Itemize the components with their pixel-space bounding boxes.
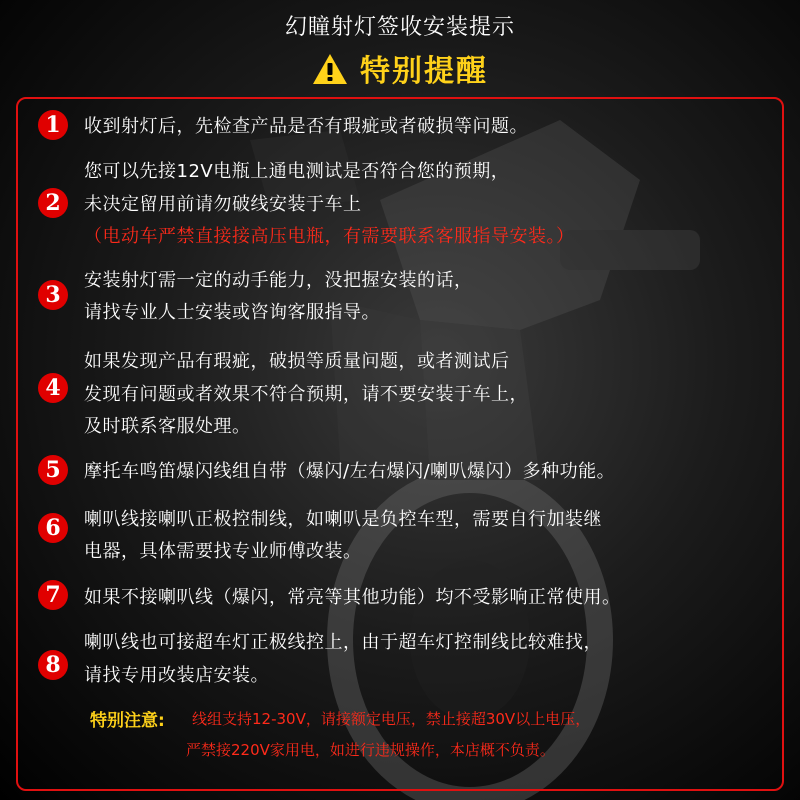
item-number-badge: 1 [38, 110, 68, 140]
item-number-badge: 8 [38, 650, 68, 680]
item-line: 摩托车鸣笛爆闪线组自带（爆闪/左右爆闪/喇叭爆闪）多种功能。 [84, 461, 616, 482]
special-note-line-2: 严禁接220V家用电，如进行违规操作，本店概不负责。 [186, 741, 555, 759]
item-line: 如果不接喇叭线（爆闪，常亮等其他功能）均不受影响正常使用。 [84, 587, 621, 608]
item-number-badge: 7 [38, 580, 68, 610]
page-title: 幻瞳射灯签收安装提示 [284, 15, 515, 40]
item-line: 喇叭线也可接超车灯正极线控上，由于超车灯控制线比较难找， [84, 632, 602, 653]
item-number-badge: 3 [38, 280, 68, 310]
item-line: 未决定留用前请勿破线安装于车上 [84, 194, 362, 215]
item-line: 您可以先接12V电瓶上通电测试是否符合您的预期， [84, 161, 510, 182]
special-note-label: 特别注意: [90, 711, 165, 731]
item-line: 喇叭线接喇叭正极控制线，如喇叭是负控车型，需要自行加装继 [84, 509, 602, 530]
warning-triangle-icon [312, 53, 348, 85]
item-line: 收到射灯后，先检查产品是否有瑕疵或者破损等问题。 [84, 116, 528, 137]
item-line: 电器，具体需要找专业师傅改装。 [84, 541, 362, 562]
item-line: 请找专业人士安装或咨询客服指导。 [84, 302, 380, 323]
item-line: 如果发现产品有瑕疵，破损等质量问题，或者测试后 [84, 351, 510, 372]
item-number-badge: 2 [38, 188, 68, 218]
item-warning-line: （电动车严禁直接接高压电瓶，有需要联系客服指导安装。） [84, 226, 575, 247]
item-number-badge: 4 [38, 373, 68, 403]
item-number-badge: 5 [38, 455, 68, 485]
item-line: 发现有问题或者效果不符合预期，请不要安装于车上， [84, 384, 528, 405]
special-note-line-1: 线组支持12-30V，请接额定电压，禁止接超30V以上电压， [192, 710, 591, 728]
item-line: 请找专用改装店安装。 [84, 665, 269, 686]
item-line: 安装射灯需一定的动手能力，没把握安装的话， [84, 270, 473, 291]
page-subtitle [0, 46, 800, 90]
subtitle-text: 特别提醒 [360, 54, 488, 89]
item-number-badge: 6 [38, 513, 68, 543]
item-line: 及时联系客服处理。 [84, 416, 251, 437]
